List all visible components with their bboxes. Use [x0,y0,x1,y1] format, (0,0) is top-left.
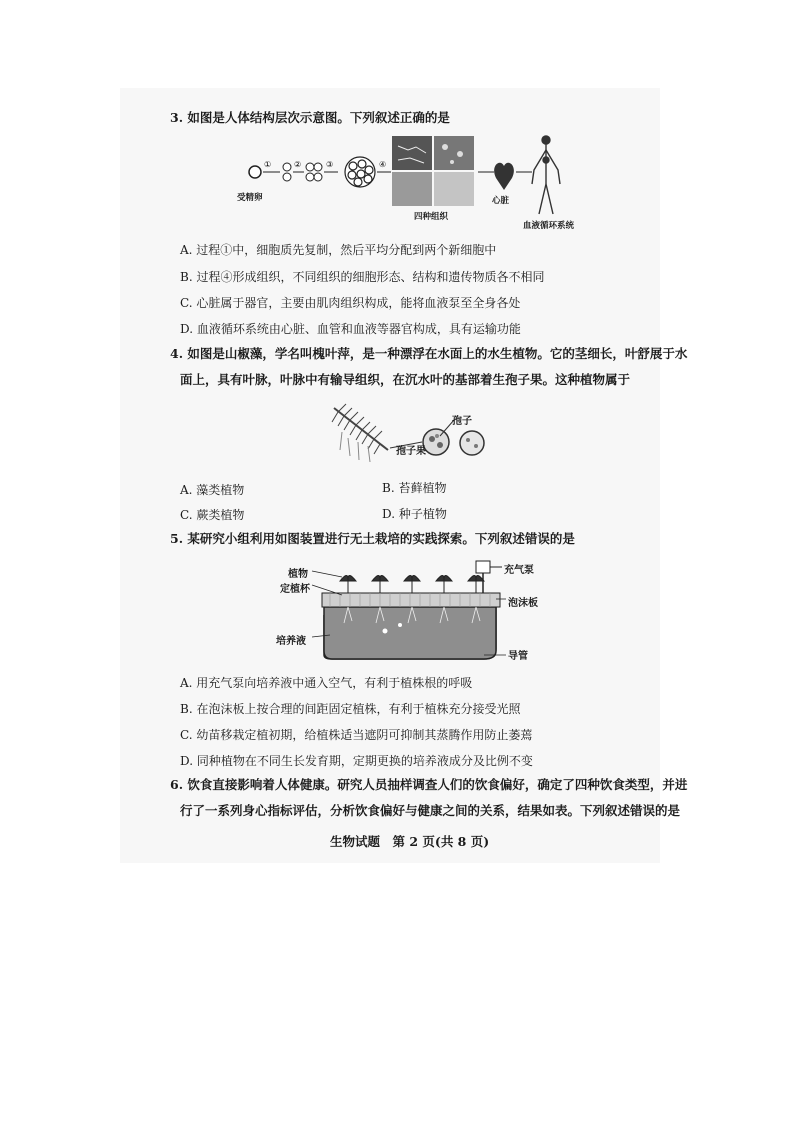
solution-label: 培养液 [276,636,306,647]
q4-stem-line2: 面上，具有叶脉，叶脉中有输导组织，在沉水叶的基部着生孢子果。这种植物属于 [180,372,631,387]
q4-stem-line1: 4. 如图是山椒藻，学名叫槐叶萍，是一种漂浮在水面上的水生植物。它的茎细长，叶舒展于水 [170,346,688,361]
foam-label: 泡沫板 [508,598,538,609]
step-1-label: ① [264,160,272,169]
heart-label: 心脏 [492,196,510,206]
q4-figure [328,398,508,470]
zygote-cell [249,166,261,178]
spore-image [460,431,484,455]
q3-option-d: D. 血液循环系统由心脏、血管和血液等器官构成，具有运输功能 [180,322,521,336]
q3-option-b: B. 过程④形成组织，不同组织的细胞形态、结构和遗传物质各不相同 [180,270,545,284]
q3-option-c: C. 心脏属于器官，主要由肌肉组织构成，能将血液泵至全身各处 [180,296,521,310]
q6-stem-line1: 6. 饮食直接影响着人体健康。研究人员抽样调查人们的饮食偏好，确定了四种饮食类型，并进 [170,777,688,792]
fern-frond-image [332,404,388,462]
spore-label: 孢子 [452,416,472,427]
tissue-images [392,136,474,206]
q5-option-b: B. 在泡沫板上按合理的间距固定植株，有利于植株充分接受光照 [180,702,521,716]
cup-label: 定植杯 [280,584,310,595]
q3-option-a: A. 过程①中，细胞质先复制，然后平均分配到两个新细胞中 [180,243,497,257]
four-cell-cluster [306,163,322,181]
foam-board [322,593,500,607]
circulatory-system-image [532,136,560,214]
q3-stem: 3. 如图是人体结构层次示意图。下列叙述正确的是 [170,110,450,125]
zygote-label: 受精卵 [237,193,263,203]
system-label: 血液循环系统 [523,221,575,231]
heart-image [494,163,514,190]
sporocarp-label: 孢子果 [396,446,426,457]
pump-label: 充气泵 [504,565,534,576]
step-4-label: ④ [379,160,387,169]
tissues-label: 四种组织 [414,212,449,222]
q4-option-b: B. 苔藓植物 [382,481,447,495]
step-3-label: ③ [326,160,334,169]
q5-option-c: C. 幼苗移栽定植初期，给植株适当遮阴可抑制其蒸腾作用防止萎蔫 [180,728,533,742]
q5-stem: 5. 某研究小组利用如图装置进行无土栽培的实践探索。下列叙述错误的是 [170,531,575,546]
tube-label: 导管 [508,651,528,662]
step-2-label: ② [294,160,302,169]
cell-mass [345,157,375,187]
plant-label: 植物 [288,569,308,580]
q5-option-d: D. 同种植物在不同生长发育期，定期更换的培养液成分及比例不变 [180,754,533,768]
plants [340,575,484,593]
q5-option-a: A. 用充气泵向培养液中通入空气，有利于植株根的呼吸 [180,676,473,690]
q4-option-c: C. 蕨类植物 [180,508,245,522]
sporocarp-image [423,429,449,455]
page-footer: 生物试题 第 2 页(共 8 页) [330,834,490,849]
q6-stem-line2: 行了一系列身心指标评估，分析饮食偏好与健康之间的关系，结果如表。下列叙述错误的是 [180,803,681,818]
air-pump-image [476,561,490,573]
q4-option-d: D. 种子植物 [382,507,447,521]
q4-option-a: A. 藻类植物 [180,483,245,497]
